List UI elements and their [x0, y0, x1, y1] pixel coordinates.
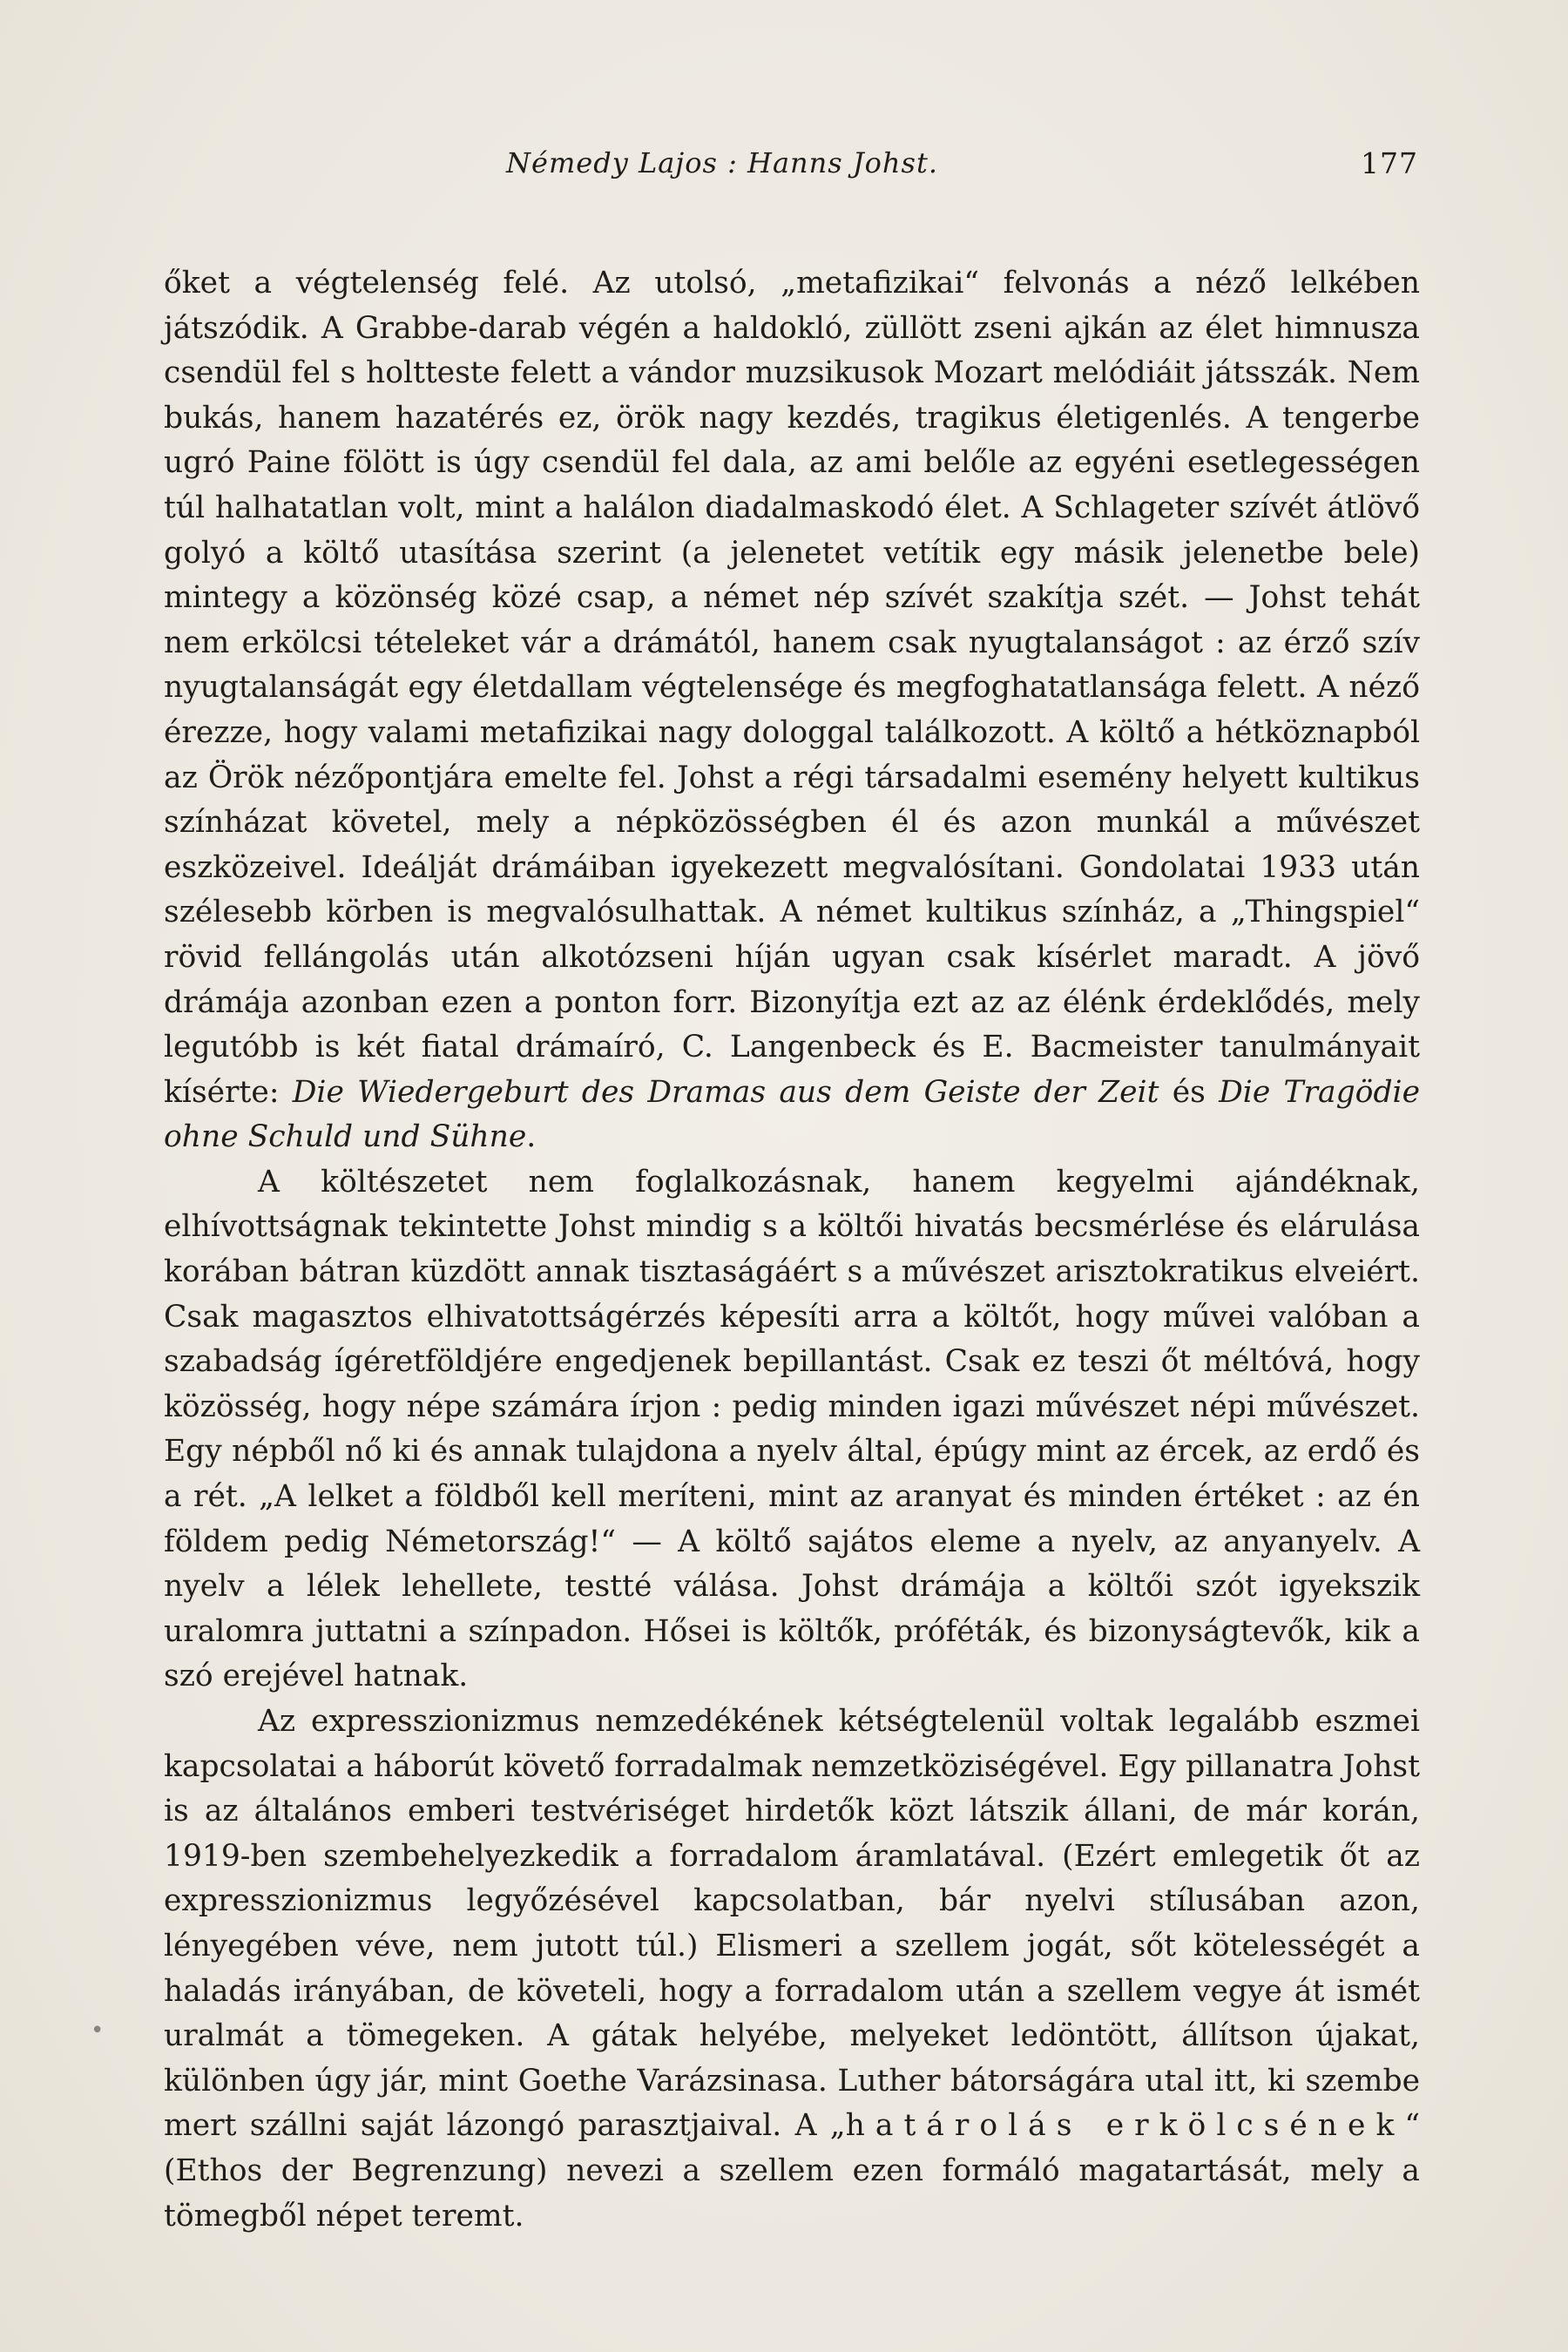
book-title-wiedergeburt: Die Wiedergeburt des Dramas aus dem Geiste der Zeit — [292, 1074, 1159, 1110]
paragraph-3 — [164, 1700, 1420, 2239]
title-connector: és — [1172, 1074, 1206, 1110]
paragraph-2: A költészetet nem foglalkozásnak, hanem kegyelmi ajándéknak, elhívottságnak tekintette Johst mindig s a költői hivatás becsmérlése és elárulása korában bátran küzdött annak tisztaságáért s a művészet arisztokratikus elveiért. Csak magasztos elhivatottságérzés képesíti arra a költőt, hogy művei valóban a szabadság ígéretföldjére engedjenek bepillantást. Csak ez teszi őt méltóvá, hogy közösség, hogy népe számára írjon : pedig minden igazi művészet népi művészet. Egy népből nő ki és annak tulajdona a nyelv által, épúgy mint az ércek, az erdő és a rét. „A lelket a földből kell meríteni, mint az aranyat és minden értéket : az én földem pedig Németország!“ — A költő sajátos eleme a nyelv, az anyanyelv. A nyelv a lélek lehellete, testté válása. Johst drámája a költői szót igyekszik uralomra juttatni a színpadon. Hősei is költők, próféták, és bizonyságtevők, kik a szó erejével hatnak. — [164, 1164, 1420, 1694]
margin-mark: • — [91, 2017, 105, 2044]
body-text — [164, 261, 1420, 2239]
page-number: 177 — [1361, 146, 1418, 180]
paragraph-1-end: . — [526, 1119, 537, 1155]
book-title-tragoedie: Die Tragödie ohne Schuld und Sühne — [164, 1074, 1420, 1155]
running-title: Némedy Lajos : Hanns Johst. — [506, 146, 938, 179]
paragraph-3-end: “ (Ethos der Begrenzung) nevezi a szellem ezen formáló magatartását, mely a tömegből népet teremt. — [164, 2108, 1420, 2234]
paragraph-1-text: őket a végtelenség felé. Az utolsó, „metafizikai“ felvonás a néző lelkében játszódik. A Grabbe-darab végén a haldokló, züllött zseni ajkán az élet himnusza csendül fel s holtteste felett a vándor muzsikusok Mozart melódiáit játsszák. Nem bukás, hanem hazatérés ez, örök nagy kezdés, tragikus életigenlés. A tengerbe ugró Paine fölött is úgy csendül fel dala, az ami belőle az egyéni esetlegességen túl halhatatlan volt, mint a halálon diadalmaskodó élet. A Schlageter szívét átlövő golyó a költő utasítása szerint (a jelenetet vetítik egy másik jelenetbe bele) mintegy a közönség közé csap, a német nép szívét szakítja szét. — Johst tehát nem erkölcsi tételeket vár a drámától, hanem csak nyugtalanságot : az érző szív nyugtalanságát egy életdallam végtelensége és megfoghatatlansága felett. A néző érezze, hogy valami metafizikai nagy dologgal találkozott. A költő a hétköznapból az Örök nézőpontjára emelte fel. Johst a régi társadalmi esemény helyett kultikus színházat követel, mely a népközösségben él és azon munkál a művészet eszközeivel. Ideálját drámáiban igyekezett megvalósítani. Gondolatai 1933 után szélesebb körben is megvalósulhattak. A német kultikus színház, a „Thingspiel“ rövid fellángolás után alkotózseni híján ugyan csak kísérlet maradt. A jövő drámája azonban ezen a ponton forr. Bizonyítja ezt az az élénk érdeklődés, mely legutóbb is két fiatal drámaíró, C. Langenbeck és E. Bacmeister tanulmányait kísérte: — [164, 266, 1420, 1110]
paragraph-1 — [164, 261, 1420, 1160]
paragraph-3-text: Az expresszionizmus nemzedékének kétségtelenül voltak legalább eszmei kapcsolatai a háborút követő forradalmak nemzetköziségével. Egy pillanatra Johst is az általános emberi testvériséget hirdetők közt látszik állani, de már korán, 1919-ben szembehelyezkedik a forradalom áramlatával. (Ezért emlegetik őt az expresszionizmus legyőzésével kapcsolatban, bár nyelvi stílusában azon, lényegében véve, nem jutott túl.) Elismeri a szellem jogát, sőt kötelességét a haladás irányában, de követeli, hogy a forradalom után a szellem vegye át ismét uralmát a tömegeken. A gátak helyébe, melyeket ledöntött, állítson újakat, különben úgy jár, mint Goethe Varázsinasa. Luther bátorságára utal itt, ki szembe mert szállni saját lázongó parasztjaival. A „ — [164, 1704, 1420, 2144]
running-head — [164, 146, 1418, 190]
spaced-term: határolás erkölcsének — [845, 2108, 1405, 2144]
